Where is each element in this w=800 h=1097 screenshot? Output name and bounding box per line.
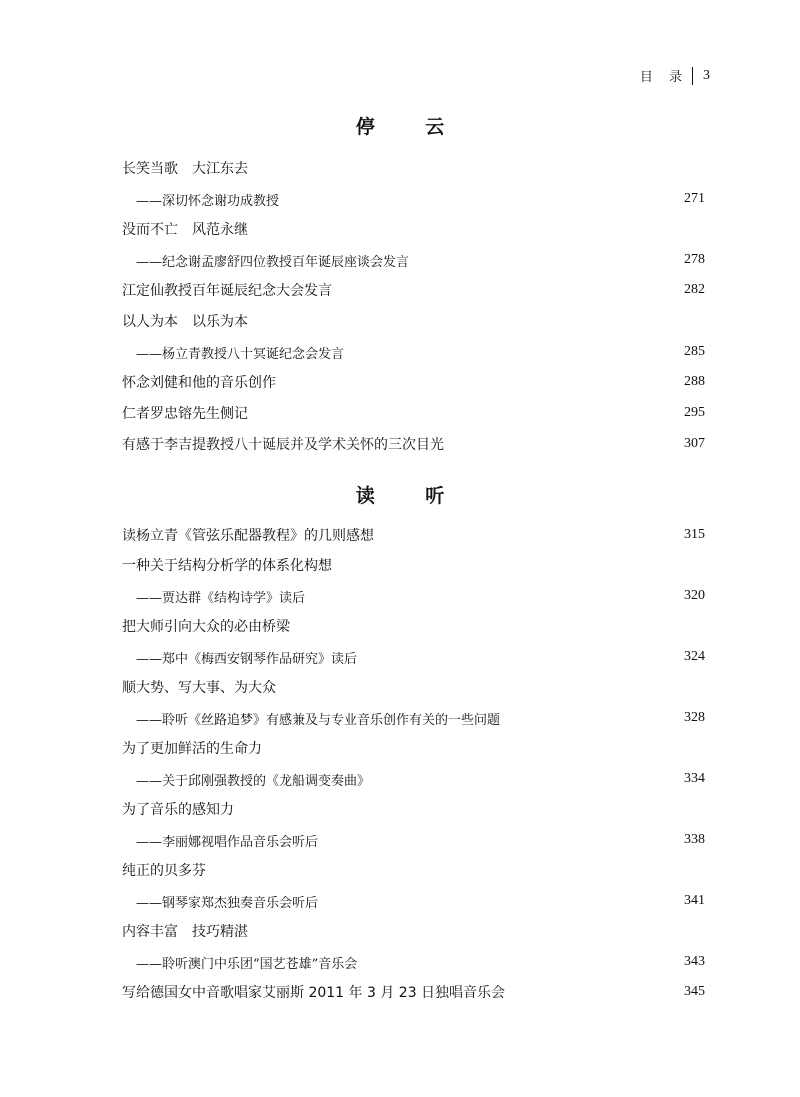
toc-entry[interactable] bbox=[122, 980, 705, 1004]
entry-subtitle: ——关于邱刚强教授的《龙船调变奏曲》 bbox=[136, 773, 371, 789]
toc-entry[interactable] bbox=[122, 614, 705, 638]
toc-entry[interactable] bbox=[122, 309, 705, 333]
entry-page: 338 bbox=[684, 832, 705, 847]
entry-page: 343 bbox=[684, 954, 705, 969]
entry-subtitle: ——李丽娜视唱作品音乐会听后 bbox=[136, 834, 319, 850]
toc-subentry[interactable] bbox=[122, 950, 705, 974]
toc-entry[interactable] bbox=[122, 553, 705, 577]
entry-title: 读杨立青《管弦乐配器教程》的几则感想 bbox=[122, 528, 374, 544]
entry-page: 324 bbox=[684, 649, 705, 664]
entry-title: 仁者罗忠镕先生侧记 bbox=[122, 406, 248, 422]
toc-entry[interactable] bbox=[122, 736, 705, 760]
entry-title: 内容丰富 技巧精湛 bbox=[122, 924, 248, 940]
toc-subentry[interactable] bbox=[122, 828, 705, 852]
entry-page: 307 bbox=[684, 436, 705, 451]
entry-page: 341 bbox=[684, 893, 705, 908]
entry-subtitle: ——深切怀念谢功成教授 bbox=[136, 193, 280, 209]
entry-title: 江定仙教授百年诞辰纪念大会发言 bbox=[122, 283, 332, 299]
entry-page: 288 bbox=[684, 374, 705, 389]
entry-page: 285 bbox=[684, 344, 705, 359]
entry-title: 为了更加鲜活的生命力 bbox=[122, 741, 262, 757]
entry-page: 315 bbox=[684, 527, 705, 542]
entry-title: 为了音乐的感知力 bbox=[122, 802, 234, 818]
entry-title: 有感于李吉提教授八十诞辰并及学术关怀的三次目光 bbox=[122, 437, 444, 453]
entry-page: 328 bbox=[684, 710, 705, 725]
entry-title: 长笑当歌 大江东去 bbox=[122, 161, 248, 177]
entry-subtitle: ——纪念谢孟廖舒四位教授百年诞辰座谈会发言 bbox=[136, 254, 410, 270]
toc-subentry[interactable] bbox=[122, 767, 705, 791]
entry-page: 278 bbox=[684, 252, 705, 267]
entry-title: 纯正的贝多芬 bbox=[122, 863, 206, 879]
section-title-tingyun: 停 云 bbox=[355, 116, 467, 138]
toc-entry[interactable] bbox=[122, 370, 705, 394]
entry-subtitle: ——钢琴家郑杰独奏音乐会听后 bbox=[136, 895, 319, 911]
toc-entry[interactable] bbox=[122, 217, 705, 241]
entry-page: 282 bbox=[684, 282, 705, 297]
toc-subentry[interactable] bbox=[122, 340, 705, 364]
entry-subtitle: ——郑中《梅西安钢琴作品研究》读后 bbox=[136, 651, 358, 667]
toc-subentry[interactable] bbox=[122, 645, 705, 669]
entry-title: 写给德国女中音歌唱家艾丽斯 2011 年 3 月 23 日独唱音乐会 bbox=[122, 985, 506, 1001]
entry-subtitle: ——贾达群《结构诗学》读后 bbox=[136, 590, 306, 606]
toc-entry[interactable] bbox=[122, 858, 705, 882]
toc-entry[interactable] bbox=[122, 797, 705, 821]
entry-subtitle: ——聆听《丝路追梦》有感兼及与专业音乐创作有关的一些问题 bbox=[136, 712, 501, 728]
toc-entry[interactable] bbox=[122, 919, 705, 943]
entry-page: 334 bbox=[684, 771, 705, 786]
entry-title: 一种关于结构分析学的体系化构想 bbox=[122, 558, 332, 574]
toc-entry[interactable] bbox=[122, 432, 705, 456]
entry-title: 把大师引向大众的必由桥梁 bbox=[122, 619, 290, 635]
toc-entry[interactable] bbox=[122, 278, 705, 302]
entry-page: 320 bbox=[684, 588, 705, 603]
header-label: 目 录 bbox=[639, 70, 688, 85]
entry-subtitle: ——杨立青教授八十冥诞纪念会发言 bbox=[136, 346, 345, 362]
page-number: 3 bbox=[703, 67, 710, 83]
toc-entry[interactable] bbox=[122, 675, 705, 699]
toc-entry[interactable] bbox=[122, 156, 705, 180]
entry-title: 顺大势、写大事、为大众 bbox=[122, 680, 276, 696]
toc-subentry[interactable] bbox=[122, 706, 705, 730]
entry-title: 怀念刘健和他的音乐创作 bbox=[122, 375, 276, 391]
toc-subentry[interactable] bbox=[122, 584, 705, 608]
toc-entry[interactable] bbox=[122, 401, 705, 425]
header-divider bbox=[692, 67, 693, 85]
entry-title: 没而不亡 风范永继 bbox=[122, 222, 248, 238]
entry-title: 以人为本 以乐为本 bbox=[122, 314, 248, 330]
toc-subentry[interactable] bbox=[122, 187, 705, 211]
entry-page: 345 bbox=[684, 984, 705, 999]
toc-subentry[interactable] bbox=[122, 248, 705, 272]
running-header bbox=[640, 66, 710, 85]
entry-subtitle: ——聆听澳门中乐团“国艺苍雄”音乐会 bbox=[136, 956, 358, 972]
entry-page: 295 bbox=[684, 405, 705, 420]
toc-entry[interactable] bbox=[122, 523, 705, 547]
toc-subentry[interactable] bbox=[122, 889, 705, 913]
entry-page: 271 bbox=[684, 191, 705, 206]
section-title-duting: 读 听 bbox=[355, 485, 467, 507]
